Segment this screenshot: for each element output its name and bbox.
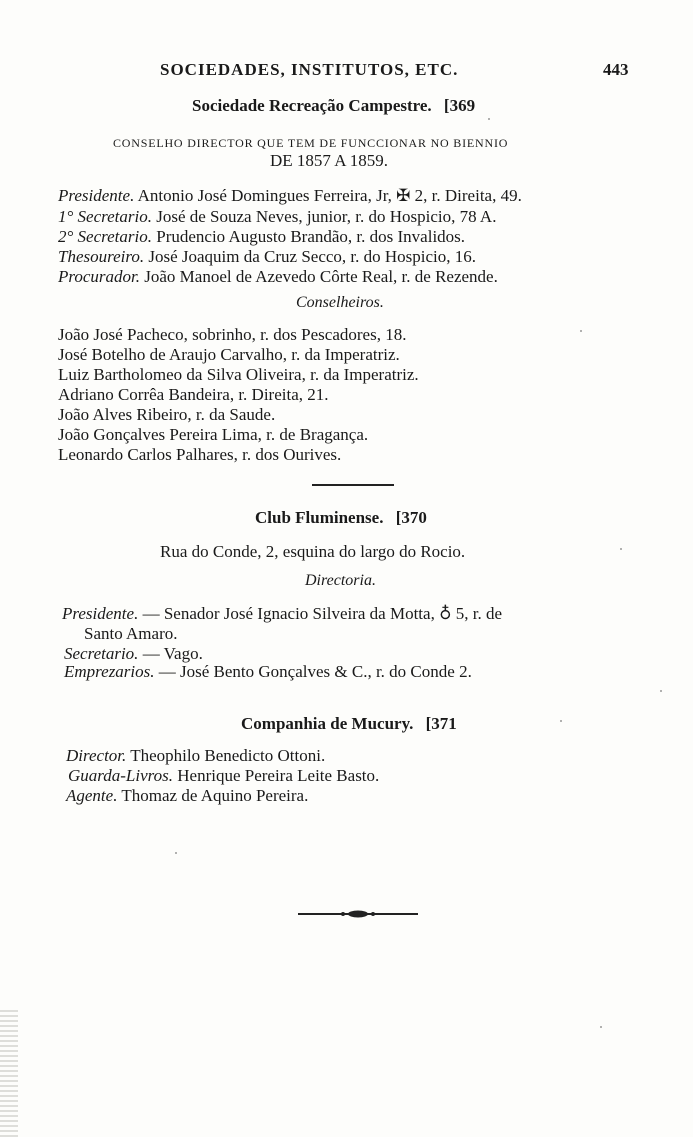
- officer-line: 2° Secretario. Prudencio Augusto Brandão, r. dos Invalidos.: [58, 227, 466, 246]
- section-subtitle-years: DE 1857 A 1859.: [270, 151, 389, 170]
- scan-edge-noise: [0, 1010, 18, 1137]
- section-title: Sociedade Recreação Campestre. [369: [192, 96, 476, 115]
- council-member: José Botelho de Araujo Carvalho, r. da Imperatriz.: [58, 345, 400, 364]
- officer-line: Presidente. Antonio José Domingues Ferreira, Jr, ✠ 2, r. Direita, 49.: [58, 186, 522, 205]
- section-number: [370: [395, 508, 427, 527]
- officer-line: Guarda-Livros. Henrique Pereira Leite Basto.: [68, 766, 380, 785]
- council-member: João Gonçalves Pereira Lima, r. de Bragança.: [58, 425, 369, 444]
- council-member: João Alves Ribeiro, r. da Saude.: [58, 405, 276, 424]
- officer-line: Emprezarios. — José Bento Gonçalves & C., r. do Conde 2.: [64, 662, 472, 681]
- officer-line: 1° Secretario. José de Souza Neves, junior, r. do Hospicio, 78 A.: [58, 207, 497, 226]
- scan-speck: [620, 548, 622, 550]
- end-ornament: [298, 910, 418, 918]
- section-divider: [312, 484, 394, 486]
- officer-line-continuation: Santo Amaro.: [84, 624, 178, 643]
- club-address: Rua do Conde, 2, esquina do largo do Rocio.: [160, 542, 466, 561]
- officer-line: Presidente. — Senador José Ignacio Silveira da Motta, ♁ 5, r. de: [62, 604, 503, 623]
- scan-speck: [488, 118, 490, 120]
- page-number: 443: [603, 60, 629, 79]
- officer-line: Thesoureiro. José Joaquim da Cruz Secco, r. do Hospicio, 16.: [58, 247, 477, 266]
- council-member: Leonardo Carlos Palhares, r. dos Ourives.: [58, 445, 342, 464]
- officer-line: Agente. Thomaz de Aquino Pereira.: [66, 786, 309, 805]
- council-heading: Conselheiros.: [296, 294, 384, 311]
- section-subtitle: CONSELHO DIRECTOR QUE TEM DE FUNCCIONAR NO BIENNIO: [113, 136, 509, 150]
- council-member: Luiz Bartholomeo da Silva Oliveira, r. da Imperatriz.: [58, 365, 419, 384]
- officer-line: Director. Theophilo Benedicto Ottoni.: [66, 746, 326, 765]
- officer-line: Procurador. João Manoel de Azevedo Côrte Real, r. de Rezende.: [58, 267, 498, 286]
- section-title: Club Fluminense. [370: [255, 508, 427, 527]
- scan-speck: [560, 720, 562, 722]
- scan-speck: [660, 690, 662, 692]
- running-header: SOCIEDADES, INSTITUTOS, ETC.: [160, 60, 459, 79]
- scan-speck: [175, 852, 177, 854]
- council-member: João José Pacheco, sobrinho, r. dos Pescadores, 18.: [58, 325, 407, 344]
- officer-line: Secretario. — Vago.: [64, 644, 203, 663]
- scan-speck: [600, 1026, 602, 1028]
- section-title: Companhia de Mucury. [371: [241, 714, 457, 733]
- section-number: [371: [425, 714, 457, 733]
- council-member: Adriano Corrêa Bandeira, r. Direita, 21.: [58, 385, 329, 404]
- scan-speck: [580, 330, 582, 332]
- section-number: [369: [443, 96, 476, 115]
- directory-heading: Directoria.: [305, 572, 376, 589]
